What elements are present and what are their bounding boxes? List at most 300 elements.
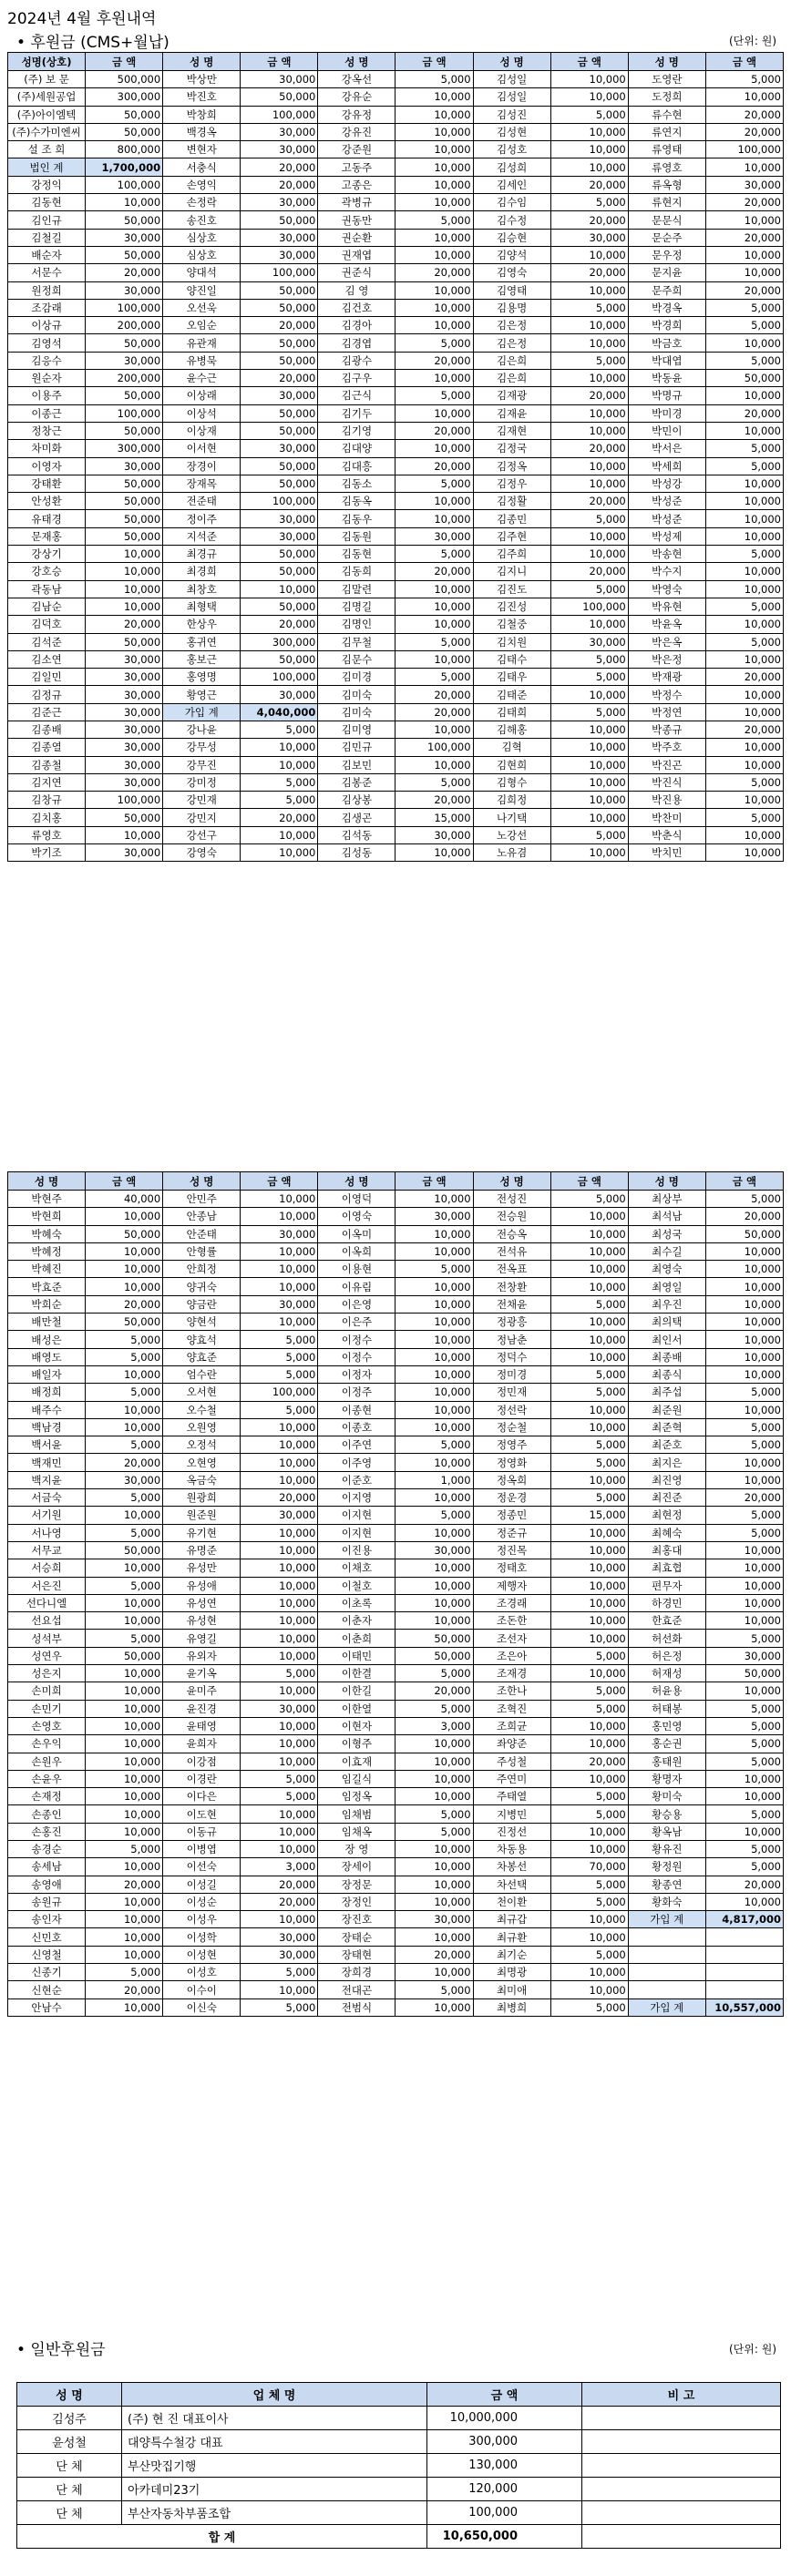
amount-cell: 5,000 [705,1436,783,1454]
donor-name-cell: 박성강 [628,475,705,492]
table-row [8,756,784,773]
amount-cell: 10,000 [241,826,318,843]
amount-cell: 50,000 [241,334,318,352]
donor-name-cell: 손종인 [8,1805,86,1823]
amount-cell [705,1928,783,1946]
amount-cell: 20,000 [86,1876,163,1893]
amount-cell: 10,000 [550,527,628,545]
amount-cell: 10,000 [550,370,628,387]
donor-name-cell: 김명길 [318,598,396,615]
amount-cell: 30,000 [241,440,318,457]
donor-name-cell: 최준혁 [628,1418,705,1436]
donor-name-cell: 박유현 [628,598,705,615]
donor-name-cell: 김주희 [473,546,550,563]
donor-name-cell: 임채범 [318,1805,396,1823]
column-header: 성 명 [473,53,550,71]
donor-name-cell: 유병묵 [163,352,241,369]
donor-name-cell: 김재윤 [473,404,550,422]
amount-cell: 10,000 [550,1981,628,1998]
donor-name-cell: 권동만 [318,211,396,229]
amount-cell: 20,000 [241,1489,318,1507]
donor-name-cell: 정선락 [473,1401,550,1418]
donor-name-cell: 신영철 [8,1946,86,1963]
amount-cell: 10,000 [86,194,163,211]
donor-name-cell: 이강점 [163,1753,241,1770]
amount-cell: 10,000 [396,1524,473,1541]
amount-cell: 20,000 [705,281,783,299]
donor-name-cell: 김명인 [318,616,396,633]
amount-cell: 30,000 [241,1225,318,1242]
amount-cell: 5,000 [396,211,473,229]
donor-name-cell: 배주수 [8,1401,86,1418]
amount-cell: 10,000 [550,334,628,352]
amount-cell: 5,000 [705,457,783,475]
donor-name-cell: 이정수 [318,1331,396,1348]
donor-name-cell: 김정활 [473,493,550,510]
amount-cell: 200,000 [86,370,163,387]
amount-cell: 100,000 [427,2501,582,2525]
table-row [17,2478,781,2501]
amount-cell: 10,000 [241,1805,318,1823]
donor-name-cell: 김미숙 [318,686,396,703]
amount-cell: 10,000 [396,510,473,527]
amount-cell: 10,000 [241,1753,318,1770]
amount-cell: 10,000 [550,721,628,738]
amount-cell: 4,040,000 [241,703,318,721]
donor-name-cell: 최영숙 [628,1261,705,1278]
donor-name-cell: 심상호 [163,229,241,246]
amount-cell: 10,000 [550,1261,628,1278]
amount-cell: 10,000 [705,1401,783,1418]
donor-name-cell: 이동규 [163,1823,241,1840]
donor-name-cell: 김덕호 [8,616,86,633]
table-row [8,1436,784,1454]
amount-cell: 5,000 [705,633,783,650]
donor-name-cell: 이한열 [318,1700,396,1717]
donor-name-cell: 이성현 [163,1946,241,1963]
table-row [8,1630,784,1647]
table-row [8,1946,784,1963]
amount-cell: 5,000 [705,1700,783,1717]
donor-name-cell: 최기순 [473,1946,550,1963]
donor-name-cell: 노강선 [473,826,550,843]
donor-name-cell: 김해홍 [473,721,550,738]
amount-cell: 10,000 [396,1365,473,1383]
amount-cell: 5,000 [396,1823,473,1840]
donor-name-cell: 손우익 [8,1735,86,1753]
donor-name-cell: 박대엽 [628,352,705,369]
donor-name-cell: 김동희 [318,563,396,580]
donor-name-cell: 김준근 [8,703,86,721]
amount-cell: 10,000 [705,246,783,263]
donor-name-cell: 강태환 [8,475,86,492]
table-row [8,1805,784,1823]
amount-cell: 30,000 [241,141,318,158]
donor-name-cell: 김용명 [473,299,550,316]
column-header: 금 액 [427,2383,582,2407]
amount-cell: 10,000 [705,1788,783,1805]
amount-cell: 30,000 [86,281,163,299]
donor-name-cell: 김은희 [473,370,550,387]
donor-name-cell: 설 조 희 [8,141,86,158]
amount-cell: 10,000 [86,1805,163,1823]
amount-cell: 5,000 [550,1946,628,1963]
amount-cell: 100,000 [86,404,163,422]
donor-name-cell: 송인자 [8,1911,86,1928]
amount-cell: 10,000 [705,1594,783,1611]
donor-name-cell: 유기현 [163,1524,241,1541]
donor-name-cell: 양효석 [163,1331,241,1348]
amount-cell: 10,000 [550,475,628,492]
donor-name-cell: 제행자 [473,1577,550,1594]
general-donation-table [16,2382,781,2549]
donor-name-cell: 이채호 [318,1559,396,1577]
donor-name-cell: 허선화 [628,1630,705,1647]
amount-cell: 10,000 [396,299,473,316]
amount-cell: 10,000 [241,1735,318,1753]
amount-cell: 10,000 [86,1208,163,1225]
amount-cell: 10,000 [86,1998,163,2016]
donor-name-cell: 김대흥 [318,457,396,475]
donor-name-cell: 김근식 [318,387,396,404]
donor-name-cell: 김구우 [318,370,396,387]
donor-name-cell: 조한나 [473,1682,550,1700]
donor-name-cell: 곽동남 [8,580,86,598]
donor-name-cell: 배순자 [8,246,86,263]
amount-cell: 10,000 [396,1418,473,1436]
donor-name-cell: 정영화 [473,1454,550,1471]
amount-cell: 30,000 [241,229,318,246]
donor-name-cell: 단 체 [17,2501,122,2525]
amount-cell: 10,000 [705,1295,783,1313]
amount-cell: 10,000 [396,317,473,334]
amount-cell: 30,000 [396,826,473,843]
amount-cell: 10,000 [550,141,628,158]
amount-cell: 10,557,000 [705,1998,783,2016]
donor-name-cell: 김일민 [8,669,86,686]
table-row [8,563,784,580]
amount-cell: 50,000 [86,123,163,140]
table-row [8,1998,784,2016]
donor-name-cell: 최인서 [628,1331,705,1348]
amount-cell: 20,000 [705,194,783,211]
amount-cell: 10,000 [705,686,783,703]
donor-name-cell: 박주호 [628,739,705,756]
amount-cell: 10,000 [705,1331,783,1348]
donor-name-cell [628,1928,705,1946]
amount-cell: 50,000 [86,1647,163,1664]
donor-name-cell: 정영주 [473,1436,550,1454]
donor-name-cell: 김은정 [473,334,550,352]
amount-cell: 50,000 [86,809,163,826]
donor-name-cell: 윤미주 [163,1682,241,1700]
table-row [8,246,784,263]
donor-name-cell: 이초록 [318,1594,396,1611]
amount-cell: 10,000 [550,123,628,140]
donor-name-cell: 김무철 [318,633,396,650]
table-row [8,317,784,334]
amount-cell: 10,000 [241,1261,318,1278]
amount-cell: 5,000 [241,1964,318,1981]
section1-heading: • 후원금 (CMS+월납) [16,34,170,52]
amount-cell: 10,000 [86,826,163,843]
donor-name-cell: 강무성 [163,739,241,756]
column-header: 금 액 [396,1172,473,1191]
amount-cell: 10,000 [550,1278,628,1295]
donor-name-cell: 강유순 [318,88,396,106]
donor-name-cell: 박치민 [628,844,705,862]
donor-name-cell: 오선욱 [163,299,241,316]
donor-name-cell: 이효재 [318,1753,396,1770]
donor-name-cell: 최규갑 [473,1911,550,1928]
amount-cell: 5,000 [86,1348,163,1365]
donor-name-cell: 주성철 [473,1753,550,1770]
donor-name-cell: 최준원 [628,1401,705,1418]
donor-name-cell: 전범식 [318,1998,396,2016]
amount-cell: 20,000 [705,1489,783,1507]
donor-name-cell: 김건호 [318,299,396,316]
donor-name-cell: 김종열 [8,739,86,756]
donor-name-cell: 강선구 [163,826,241,843]
table-row [8,1700,784,1717]
amount-cell: 30,000 [396,1208,473,1225]
table-row [8,194,784,211]
donor-name-cell: 정종민 [473,1507,550,1524]
donor-name-cell: 강상기 [8,546,86,563]
amount-cell: 10,000 [241,1594,318,1611]
donor-name-cell: 안성환 [8,493,86,510]
donor-name-cell: 최미애 [473,1981,550,1998]
amount-cell: 5,000 [550,510,628,527]
amount-cell: 10,000 [550,1471,628,1488]
amount-cell: 15,000 [550,1507,628,1524]
amount-cell: 10,000 [396,580,473,598]
donor-name-cell: 박수지 [628,563,705,580]
amount-cell: 10,000 [396,1770,473,1787]
donor-name-cell: 이영자 [8,457,86,475]
donor-name-cell: 이성학 [163,1928,241,1946]
amount-cell: 50,000 [241,281,318,299]
amount-cell: 5,000 [705,71,783,88]
donor-name-cell: 백경옥 [163,123,241,140]
amount-cell: 10,000 [705,1261,783,1278]
note-cell [582,2501,781,2525]
donor-name-cell: 문지윤 [628,264,705,281]
donor-name-cell: 김광수 [318,352,396,369]
donor-name-cell: 안형률 [163,1242,241,1260]
donor-name-cell: 신민호 [8,1928,86,1946]
amount-cell: 10,000 [86,1788,163,1805]
amount-cell: 10,000 [241,1242,318,1260]
amount-cell: 10,000 [705,1348,783,1365]
amount-cell: 30,000 [86,1471,163,1488]
donor-name-cell: 최혜숙 [628,1524,705,1541]
amount-cell: 50,000 [705,1665,783,1682]
donor-name-cell: 김태준 [473,686,550,703]
column-header: 비 고 [582,2383,781,2407]
amount-cell: 5,000 [396,1805,473,1823]
amount-cell: 10,000 [86,1928,163,1946]
donor-name-cell: 편무자 [628,1577,705,1594]
donor-name-cell: 박미경 [628,404,705,422]
amount-cell: 5,000 [705,440,783,457]
table-row [8,826,784,843]
column-header: 성 명 [628,53,705,71]
donor-name-cell: 권준식 [318,264,396,281]
amount-cell: 20,000 [705,229,783,246]
amount-cell: 5,000 [396,1665,473,1682]
amount-cell: 20,000 [705,123,783,140]
amount-cell: 10,000 [550,1225,628,1242]
donor-name-cell: 차동용 [473,1840,550,1857]
donor-name-cell: 강미정 [163,773,241,791]
amount-cell: 5,000 [86,1331,163,1348]
donor-name-cell: 전채윤 [473,1295,550,1313]
donor-name-cell: 김태수 [473,650,550,668]
donor-name-cell: 이은영 [318,1295,396,1313]
donor-name-cell: 서충식 [163,158,241,176]
donor-name-cell: 김성호 [473,141,550,158]
amount-cell: 30,000 [705,176,783,193]
amount-cell: 5,000 [705,1753,783,1770]
donor-name-cell: 박진곤 [628,756,705,773]
donor-name-cell: 차선택 [473,1876,550,1893]
table-row [8,809,784,826]
amount-cell: 10,000 [705,1893,783,1910]
donor-name-cell: 박금호 [628,334,705,352]
amount-cell: 10,000 [705,1278,783,1295]
donor-name-cell: 이다은 [163,1788,241,1805]
note-cell [582,2525,781,2549]
donor-name-cell: 원광희 [163,1489,241,1507]
donor-name-cell: 김정규 [8,686,86,703]
amount-cell: 10,000 [396,1753,473,1770]
table-row [8,633,784,650]
amount-cell: 10,000 [396,1348,473,1365]
amount-cell: 10,000 [396,1788,473,1805]
donor-name-cell: 강민지 [163,809,241,826]
amount-cell: 20,000 [550,440,628,457]
table-row [8,1858,784,1876]
donor-name-cell: 김생곤 [318,809,396,826]
amount-cell: 5,000 [396,633,473,650]
amount-cell: 10,000 [396,844,473,862]
amount-cell: 10,000 [705,1541,783,1559]
amount-cell: 120,000 [427,2478,582,2501]
donor-name-cell: 조선자 [473,1630,550,1647]
amount-cell: 50,000 [396,1630,473,1647]
donor-name-cell: 이용주 [8,387,86,404]
amount-cell: 10,000 [86,546,163,563]
donor-name-cell: 김치원 [473,633,550,650]
amount-cell: 20,000 [705,106,783,123]
donor-name-cell: 홍태원 [628,1753,705,1770]
amount-cell: 50,000 [705,370,783,387]
donor-name-cell: 김종민 [473,510,550,527]
amount-cell: 50,000 [86,475,163,492]
amount-cell: 10,000 [396,1577,473,1594]
amount-cell: 5,000 [550,1365,628,1383]
table-row [8,669,784,686]
amount-cell: 10,000 [396,158,473,176]
amount-cell: 10,000 [396,141,473,158]
table-row [8,299,784,316]
donor-name-cell: 윤수근 [163,370,241,387]
donor-name-cell: 전승옥 [473,1225,550,1242]
donor-name-cell: 김미영 [318,721,396,738]
donor-name-cell: 김봉준 [318,773,396,791]
amount-cell: 10,000 [396,123,473,140]
amount-cell: 10,000 [396,1594,473,1611]
donor-name-cell: 정미경 [473,1365,550,1383]
donor-name-cell: (주)세원공업 [8,88,86,106]
donor-name-cell: 김지니 [473,563,550,580]
cms-donation-table [7,52,784,862]
amount-cell: 10,000 [86,1700,163,1717]
amount-cell: 5,000 [396,773,473,791]
donor-name-cell: 송원규 [8,1893,86,1910]
donor-name-cell: 허윤용 [628,1682,705,1700]
amount-cell: 10,000 [241,580,318,598]
amount-cell: 10,000 [550,1735,628,1753]
amount-cell: 5,000 [705,1805,783,1823]
amount-cell: 5,000 [241,792,318,809]
amount-cell: 5,000 [705,1630,783,1647]
total-label: 합 계 [17,2525,427,2549]
donor-name-cell: 손정락 [163,194,241,211]
amount-cell: 30,000 [241,1946,318,1963]
table-row [8,1507,784,1524]
donor-name-cell: 최의택 [628,1314,705,1331]
donor-name-cell: 이성순 [163,1893,241,1910]
amount-cell: 10,000 [550,1401,628,1418]
table-row [8,1911,784,1928]
amount-cell: 30,000 [241,510,318,527]
table-row [8,1225,784,1242]
donor-name-cell: 김영숙 [473,264,550,281]
donor-name-cell: 이옥희 [318,1242,396,1260]
table-row [8,1823,784,1840]
amount-cell: 10,000 [705,334,783,352]
amount-cell: 70,000 [550,1858,628,1876]
amount-cell: 50,000 [86,1541,163,1559]
amount-cell: 10,000 [550,246,628,263]
table-row [8,773,784,791]
donor-name-cell: 유태경 [8,510,86,527]
donor-name-cell: 이태민 [318,1647,396,1664]
donor-name-cell: 박종규 [628,721,705,738]
donor-name-cell: 성석부 [8,1630,86,1647]
table-row [8,650,784,668]
amount-cell: 5,000 [86,1630,163,1647]
amount-cell: 10,000 [550,792,628,809]
donor-name-cell: 오수철 [163,1401,241,1418]
donor-name-cell: 지석준 [163,527,241,545]
column-header: 성 명 [163,1172,241,1191]
amount-cell: 5,000 [550,1805,628,1823]
donor-name-cell: 김남순 [8,598,86,615]
donor-name-cell: 김은정 [473,317,550,334]
donor-name-cell: 안희정 [163,1261,241,1278]
donor-name-cell: 홍순권 [628,1735,705,1753]
amount-cell: 10,000 [396,1401,473,1418]
amount-cell: 30,000 [86,352,163,369]
amount-cell: 10,000,000 [427,2407,582,2430]
amount-cell: 10,000 [396,1559,473,1577]
donor-name-cell: 손윤우 [8,1770,86,1787]
donor-name-cell: 김소연 [8,650,86,668]
amount-cell: 10,000 [86,580,163,598]
